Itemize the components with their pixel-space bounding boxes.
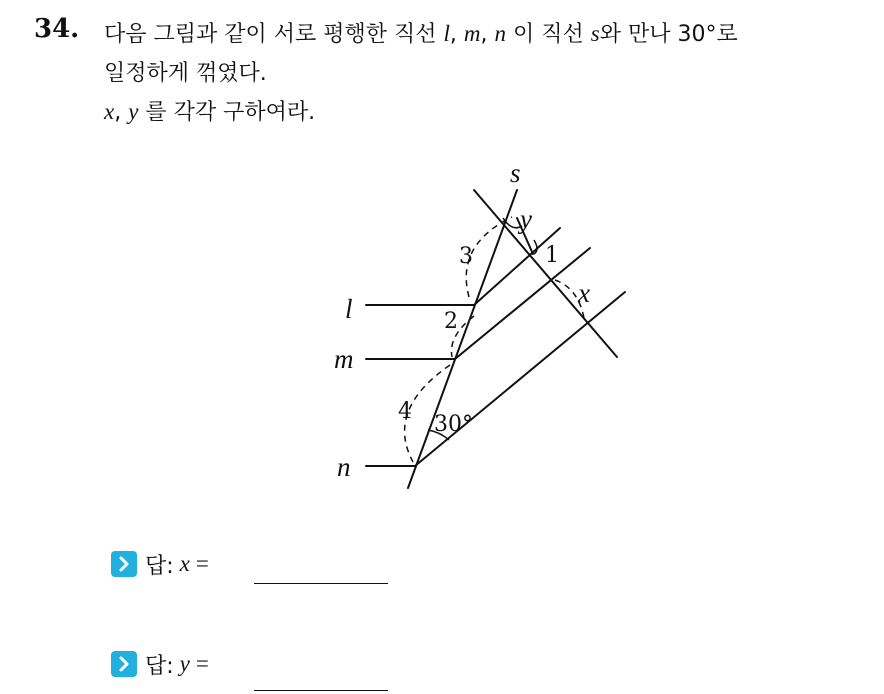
question-line-3: x, y 를 각각 구하여라. xyxy=(104,99,316,125)
label-2: 2 xyxy=(444,309,458,334)
answer-equals: = xyxy=(195,651,209,676)
question-line-2: 일정하게 꺾였다. xyxy=(104,61,267,86)
var-n: n xyxy=(494,21,507,46)
answer-blank-y[interactable] xyxy=(254,690,388,691)
line-s xyxy=(408,190,517,488)
label-4: 4 xyxy=(398,399,412,424)
label-30: 30° xyxy=(434,412,473,437)
label-s: s xyxy=(510,158,521,188)
question-line-1: 다음 그림과 같이 서로 평행한 직선 l, m, n 이 직선 s와 만나 30°로 xyxy=(104,21,738,47)
label-3: 3 xyxy=(459,244,473,269)
answer-row-x xyxy=(111,549,209,579)
var-m: m xyxy=(463,21,481,46)
answer-label: 답: xyxy=(145,653,174,679)
chevron-right-icon xyxy=(111,651,137,677)
line-upper-transversal xyxy=(474,190,617,357)
var-s: s xyxy=(590,21,600,46)
arc-angle-3 xyxy=(466,217,512,297)
label-m: m xyxy=(334,344,354,374)
label-y: y xyxy=(520,204,532,234)
label-1: 1 xyxy=(545,243,559,268)
label-l: l xyxy=(345,294,353,324)
var-l: l xyxy=(443,21,450,46)
answer-label: 답: xyxy=(145,553,174,579)
answer-blank-x[interactable] xyxy=(254,583,388,584)
answer-var: y xyxy=(179,651,190,676)
answer-var: x xyxy=(179,551,190,576)
label-n: n xyxy=(337,452,351,482)
label-x: x xyxy=(578,278,590,308)
question-number: 34. xyxy=(34,14,80,44)
answer-row-y xyxy=(111,649,209,679)
chevron-right-icon xyxy=(111,551,137,577)
answer-equals: = xyxy=(195,551,209,576)
